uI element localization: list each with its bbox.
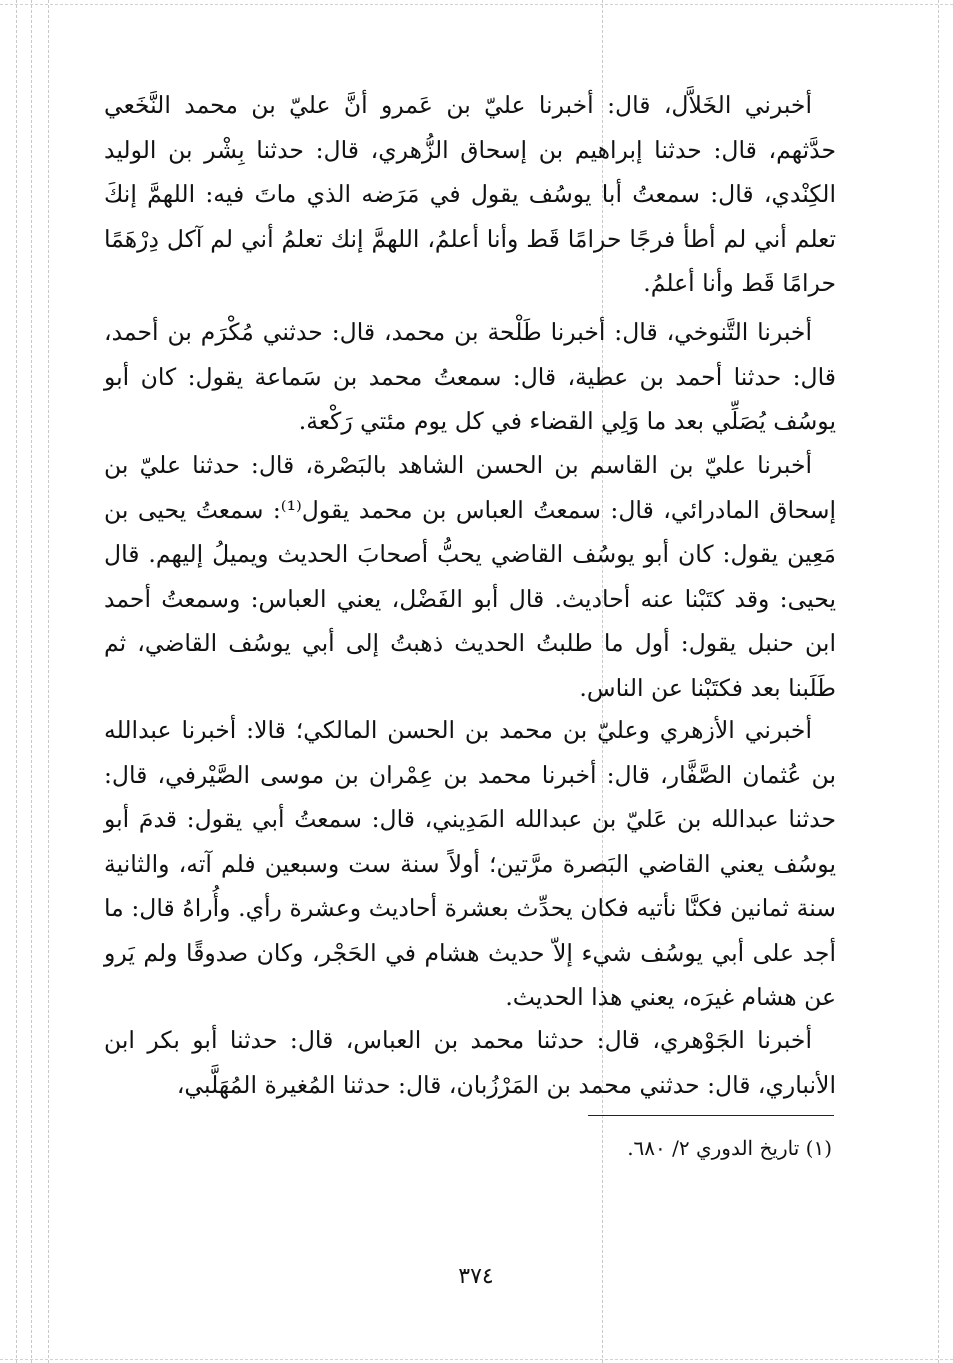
text-line: قال: ما أجد على أبي يوسُف شيء إلاّ حديث هشام في الحَجْر، وكان صدوقًا [104,894,836,967]
scan-line [938,0,939,1363]
text-line: أخبرنا التَّنوخي، قال: أخبرنا طَلْحة بن محمد، قال: حدثني مُكْرَم بن [167,318,812,346]
paragraph-3 [104,443,836,710]
main-text [104,310,836,444]
text-line: أخبرني الخَلاَّل، قال: أخبرنا عليّ بن عَمرو أنَّ عليّ بن محمد النَّخَعي [104,91,812,119]
page-number: ٣٧٤ [458,1264,494,1289]
text-line: حرامًا قَط وأنا أعلمُ. [643,269,836,297]
paragraph-5 [104,1018,836,1107]
text-line: أخبرنا عليّ بن القاسم بن الحسن الشاهد بالبَصْرة، قال: حدثنا عليّ بن [104,451,812,479]
paragraph-4 [104,708,836,1020]
text-line: تعلم أني لم أطأ فرجًا حرامًا قَط وأنا أعلمُ، اللهمَّ إنك تعلمُ أني لم آكل دِرْهَمًا [104,224,836,253]
text-line: والثانية سنة ثمانين فكنَّا نأتيه فكان يحدِّث بعشرة أحاديث وعشرة رأي. وأُراهُ [104,849,836,922]
text-line: عبدالله بن عُثمان الصَّفَّار، قال: أخبرنا محمد بن عِمْران بن موسى الصَّيْرفي، [104,716,836,789]
scan-line [16,0,17,1363]
text-line: طَلَبنا بعد فكتَبْنا عن الناس. [579,673,836,702]
scan-line [0,1359,953,1360]
paragraph-1 [104,83,836,306]
scan-line [31,0,32,1363]
text-line: الكِنْدي، قال: سمعتُ أبا يوسُف يقول في مَرَضه الذي ماتَ فيه: اللهمَّ إنكَ [104,180,836,208]
text-line: ابن حنبل يقول: أول ما طلبتُ الحديث ذهبتُ إلى أبي يوسُف القاضي، ثم [104,629,836,657]
text-line: أبو يوسُف يعني القاضي البَصرة مرَّتين؛ أولاً سنة ست وسبعين فلم آته، [104,805,836,878]
text-line: أخبرني الأزهري وعليّ بن محمد بن الحسن المالكي؛ قالا: أخبرنا [181,716,812,744]
main-text [104,83,836,306]
text-line: أخبرنا الجَوْهري، قال: حدثنا محمد بن العباس، قال: حدثنا أبو بكر [147,1026,812,1054]
text-line: ولم يَرو عن هشام غيرَه، يعني هذا الحديث. [104,938,836,1011]
main-text [104,443,836,710]
main-text [104,708,836,1020]
text-line: أحمد، قال: حدثنا أحمد بن عطية، قال: سمعتُ محمد بن سَماعة يقول: [104,318,836,391]
text-line: حدَّثهم، قال: حدثنا إبراهيم بن إسحاق الزُّهري، قال: حدثنا بِشْر بن الوليد [104,135,836,164]
main-text [104,1018,836,1107]
text-line: إسحاق المادرائي، قال: سمعتُ العباس بن محمد يقول⁽¹⁾: سمعتُ يحيى بن [104,495,836,524]
text-line: قال: حدثنا عبدالله بن عَليّ بن عبدالله المَدِيني، قال: سمعتُ أبي يقول: قدمَ [104,760,836,833]
text-line: يحيى: وقد كتَبْنا عنه أحاديث. قال أبو الفَضْل، يعني العباس: وسمعتُ أحمد [104,584,836,613]
paragraph-2 [104,310,836,444]
scan-line [48,0,49,1363]
footnote: (١) تاريخ الدوري ٢/ ٦٨٠. [627,1136,832,1160]
text-line: ابن الأنباري، قال: حدثني محمد بن المَرْزُبان، قال: حدثنا المُغيرة المُهَلَّبي، [104,1026,836,1099]
scan-line [0,4,953,5]
footnote-divider [588,1115,834,1116]
text-line: كان أبو يوسُف يُصَلِّي بعد ما وَلِي القضاء في كل يوم مئتي رَكْعة. [104,362,836,435]
text-line: مَعِين يقول: كان أبو يوسُف القاضي يحبُّ أصحابَ الحديث ويميلُ إليهم. قال [104,540,836,568]
